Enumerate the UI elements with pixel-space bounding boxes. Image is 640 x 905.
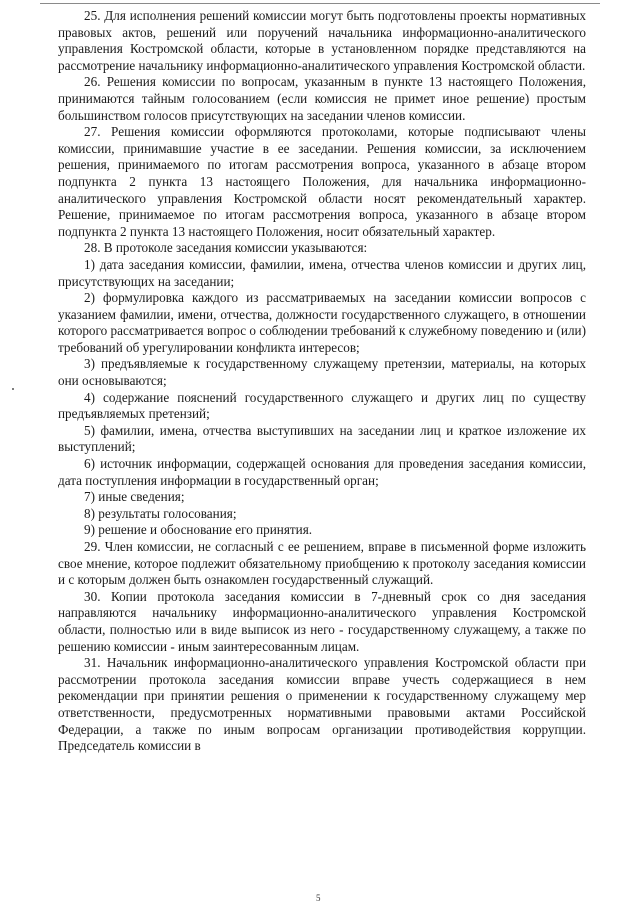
paragraph-31: 31. Начальник информационно-аналитического управления Костромской области при рассмотрении протокола заседания комиссии вправе учесть содержащиеся в нем рекомендации при принятии решения о применении к государственному служащему мер ответственности, предусмотренных нормативными правовыми актами Российской Федерации, а также по иным вопросам организации противодействия коррупции. Председатель комиссии в [58,655,586,754]
list-item-8: 8) результаты голосования; [84,505,237,521]
list-item-9: 9) решение и обоснование его принятия. [84,522,313,538]
list-item-3: 3) предъявляемые к государственному служащему претензии, материалы, на которых они основываются; [58,356,586,389]
list-item-5: 5) фамилии, имена, отчества выступивших на заседании лиц и краткое изложение их выступлений; [58,422,586,455]
list-item-4: 4) содержание пояснений государственного служащего и других лиц по существу предъявляемых претензий; [58,389,586,422]
list-item-1: 1) дата заседания комиссии, фамилии, имена, отчества членов комиссии и других лиц, присутствующих на заседании; [58,256,586,289]
list-item-7: 7) иные сведения; [84,489,185,505]
scan-speck [12,388,14,390]
page-number: 5 [316,893,321,903]
paragraph-27: 27. Решения комиссии оформляются протоколами, которые подписывают члены комиссии, принимавшие участие в ее заседании. Решения комиссии, за исключением решения, принимаемого по итогам рассмотрения вопроса, указанного в абзаце втором подпункта 2 пункта 13 настоящего Положения, для начальника информационно-аналитического управления Костромской области носят рекомендательный характер. Решение, принимаемое по итогам рассмотрения вопроса, указанного в абзаце втором подпункта 2 пункта 13 настоящего Положения, носит обязательный характер. [58,124,586,239]
paragraph-28: 28. В протоколе заседания комиссии указываются: [84,240,368,256]
list-item-6: 6) источник информации, содержащей основания для проведения заседания комиссии, дата поступления информации в государственный орган; [58,456,586,488]
paragraph-25: 25. Для исполнения решений комиссии могут быть подготовлены проекты нормативных правовых актов, решений или поручений начальника информационно-аналитического управления Костромской области, которые в установленном порядке представляются на рассмотрение начальнику информационно-аналитического управления Костромской области. [58,8,586,73]
top-border-line [40,3,600,4]
list-item-2: 2) формулировка каждого из рассматриваемых на заседании комиссии вопросов с указанием фамилии, имени, отчества, должности государственного служащего, в отношении которого рассматривается вопрос о соблюдении требований к служебному поведению и (или) требований об урегулировании конфликта интересов; [58,290,586,355]
document-page [58,8,586,755]
paragraph-30: 30. Копии протокола заседания комиссии в 7-дневный срок со дня заседания направляются начальнику информационно-аналитического управления Костромской области, полностью или в виде выписок из него - государственному служащему, а также по решению комиссии - иным заинтересованным лицам. [58,588,586,654]
paragraph-29: 29. Член комиссии, не согласный с ее решением, вправе в письменной форме изложить свое мнение, которое подлежит обязательному приобщению к протоколу заседания комиссии и с которым должен быть ознакомлен государственный служащий. [58,539,586,588]
paragraph-26: 26. Решения комиссии по вопросам, указанным в пункте 13 настоящего Положения, принимаются тайным голосованием (если комиссия не примет иное решение) простым большинством голосов присутствующих на заседании членов комиссии. [58,74,586,123]
